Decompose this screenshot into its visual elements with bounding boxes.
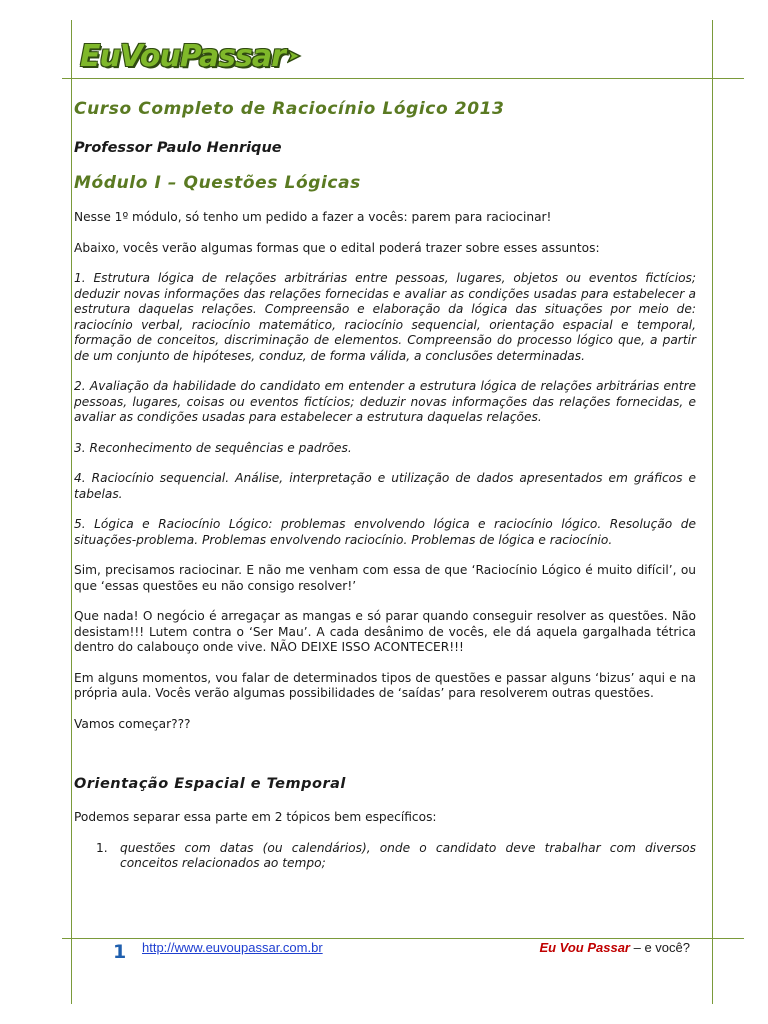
topic-4: 4. Raciocínio sequencial. Análise, interpretação e utilização de dados apresentados em gráficos e tabelas. [74, 471, 696, 501]
topic-1: 1. Estrutura lógica de relações arbitrárias entre pessoas, lugares, objetos ou eventos fictícios; deduzir novas informações das relações fornecidas e avaliar as condições usadas para estabelecer a estrutura daquelas relações. Compreensão e elaboração da lógica das situações por meio de: raciocínio verbal, raciocínio matemático, raciocínio sequencial, orientação espacial e temporal, formação de conceitos, discriminação de elementos. Compreensão do processo lógico que, a partir de um conjunto de hipóteses, conduz, de forma válida, a conclusões determinadas. [74, 271, 696, 363]
list-item [96, 841, 696, 872]
professor-name: Professor Paulo Henrique [74, 140, 282, 156]
eu-vou-passar-logo [80, 36, 303, 76]
footer-brand: Eu Vou Passar [539, 940, 630, 955]
topic-2: 2. Avaliação da habilidade do candidato em entender a estrutura lógica de relações arbitrárias entre pessoas, lugares, coisas ou eventos fictícios; deduzir novas informações das relações fornecidas, e avaliar as condições usadas para estabelecer a estrutura daquelas relações. [74, 379, 696, 424]
footer-tagline-text: – e você? [630, 940, 690, 955]
paragraph-bizus: Em alguns momentos, vou falar de determinados tipos de questões e passar alguns ‘bizus’ aqui e na própria aula. Vocês verão algumas possibilidades de ‘saídas’ para resolverem outras questões. [74, 670, 696, 700]
logo-arrow-icon [287, 47, 303, 65]
footer-tagline [539, 940, 690, 955]
page-number: 1 [113, 941, 127, 963]
course-title: Curso Completo de Raciocínio Lógico 2013 [74, 99, 505, 119]
module-title: Módulo I – Questões Lógicas [74, 173, 361, 193]
footer-rule [62, 938, 744, 939]
paragraph-comecar: Vamos começar??? [74, 716, 191, 731]
paragraph-sim: Sim, precisamos raciocinar. E não me venham com essa de que ‘Raciocínio Lógico é muito difícil’, ou que ‘essas questões eu não consigo resolver!’ [74, 563, 696, 593]
section-title: Orientação Espacial e Temporal [74, 776, 346, 792]
logo-text: EuVouPassar [80, 38, 285, 74]
list-item-number: 1. [96, 840, 108, 855]
topic-3: 3. Reconhecimento de sequências e padrões. [74, 440, 352, 455]
topic-5: 5. Lógica e Raciocínio Lógico: problemas envolvendo lógica e raciocínio lógico. Resolução de situações-problema. Problemas envolvendo raciocínio. Problemas de lógica e raciocínio. [74, 517, 696, 547]
header-rule [62, 78, 744, 79]
section-intro: Podemos separar essa parte em 2 tópicos bem específicos: [74, 810, 437, 824]
lead-paragraph: Abaixo, vocês verão algumas formas que o edital poderá trazer sobre esses assuntos: [74, 240, 600, 255]
frame-right-line [712, 20, 713, 1004]
intro-paragraph: Nesse 1º módulo, só tenho um pedido a fazer a vocês: parem para raciocinar! [74, 210, 552, 224]
list-item-text: questões com datas (ou calendários), onde o candidato deve trabalhar com diversos conceitos relacionados ao tempo; [120, 840, 696, 870]
frame-left-line [71, 20, 72, 1004]
website-link[interactable]: http://www.euvoupassar.com.br [142, 940, 323, 955]
document-body [74, 98, 696, 872]
paragraph-que-nada: Que nada! O negócio é arregaçar as mangas e só parar quando conseguir resolver as questões. Não desistam!!! Lutem contra o ‘Ser Mau’. A cada desânimo de vocês, ele dá aquela gargalhada tétrica dentro do calabouço onde vive. NÃO DEIXE ISSO ACONTECER!!! [74, 609, 696, 654]
